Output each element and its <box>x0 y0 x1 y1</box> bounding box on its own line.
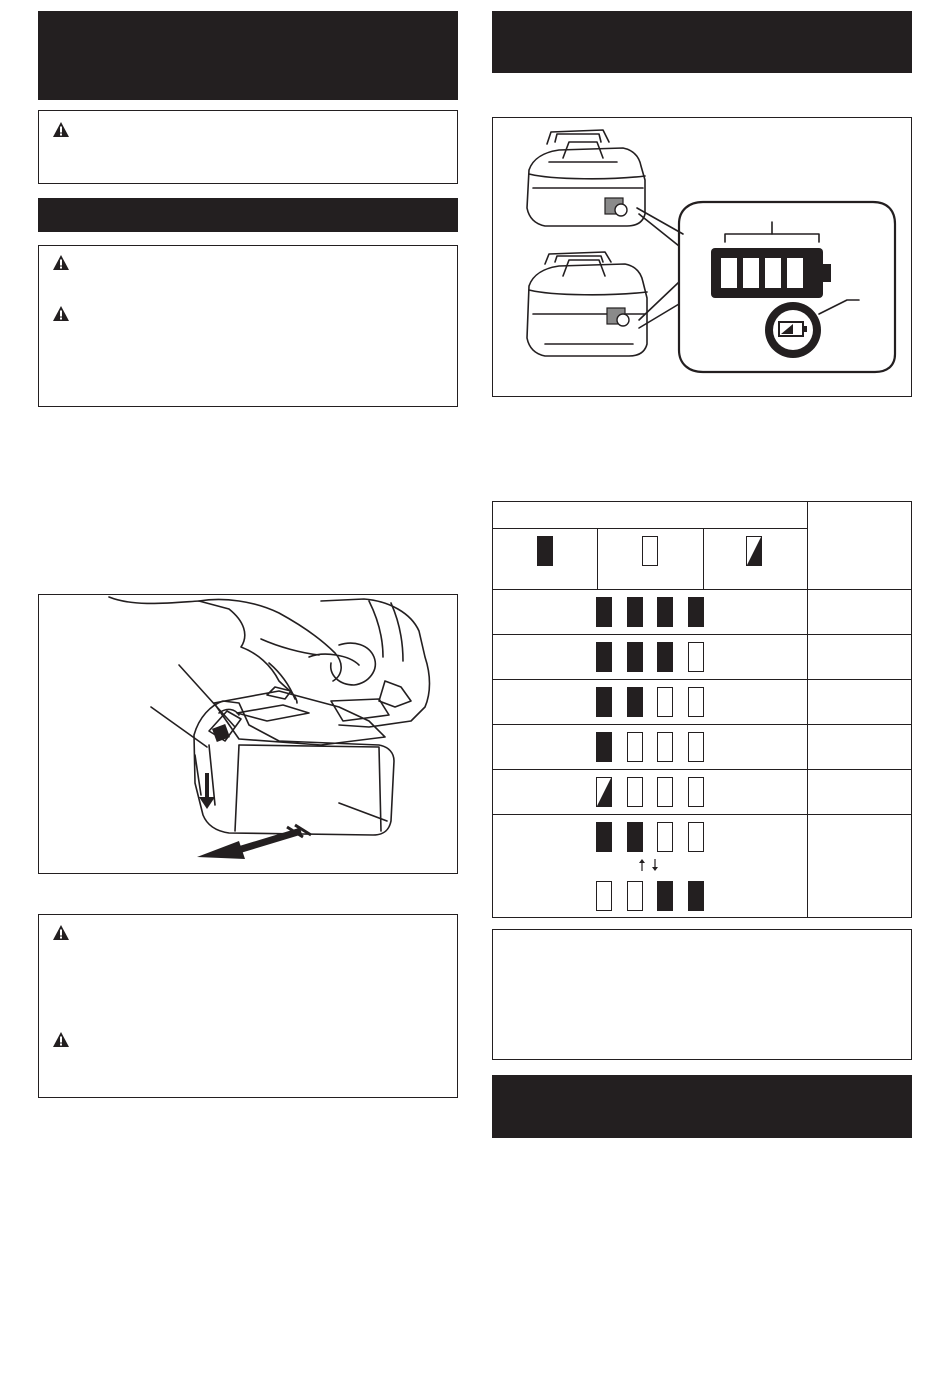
section-header-right-1 <box>492 11 912 73</box>
legend-blinking-icon <box>746 536 762 566</box>
section-header-right-2 <box>492 1075 912 1138</box>
legend-off-icon <box>642 536 658 566</box>
arrow-down-icon <box>651 858 659 872</box>
caution-box-2 <box>38 245 458 407</box>
section-header-left-2 <box>38 198 458 232</box>
warning-triangle-icon <box>52 121 70 138</box>
warning-triangle-icon <box>52 305 70 322</box>
caution-box-1 <box>38 110 458 184</box>
arrow-up-icon <box>638 858 646 872</box>
battery-removal-figure <box>38 594 458 874</box>
section-header-left-1 <box>38 11 458 100</box>
warning-triangle-icon <box>52 1031 70 1048</box>
warning-triangle-icon <box>52 254 70 271</box>
battery-removal-illustration <box>39 595 458 874</box>
legend-lighted-icon <box>537 536 553 566</box>
battery-indicator-table <box>492 501 912 918</box>
battery-indicator-illustration <box>493 118 912 397</box>
warning-triangle-icon <box>52 924 70 941</box>
note-box <box>492 929 912 1060</box>
battery-indicator-figure <box>492 117 912 397</box>
caution-box-3 <box>38 914 458 1098</box>
